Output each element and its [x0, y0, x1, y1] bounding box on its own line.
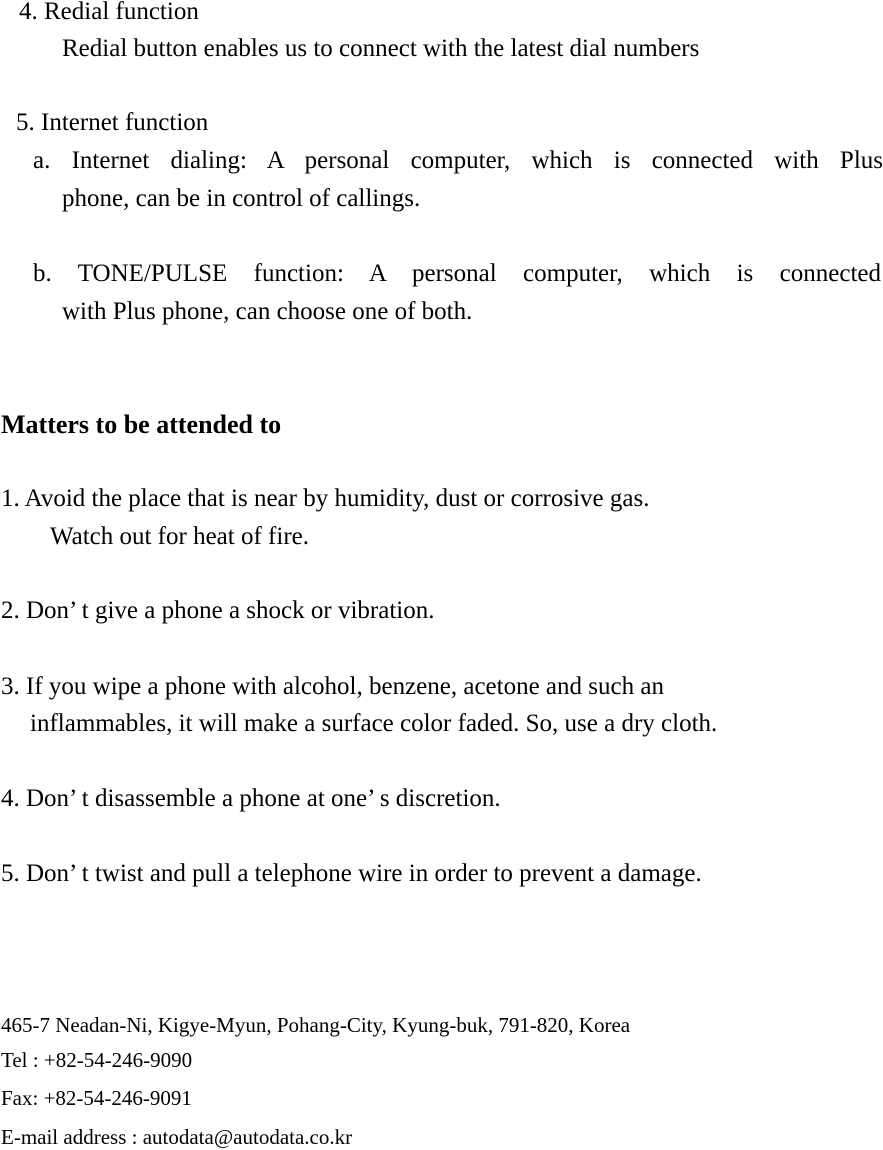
contact-address: 465-7 Neadan-Ni, Kigye-Myun, Pohang-City, Kyung-buk, 791-820, Korea	[1, 1013, 631, 1037]
tone-pulse-line2: with Plus phone, can choose one of both.	[62, 298, 473, 325]
matter-item-1-line2: Watch out for heat of fire.	[50, 523, 309, 550]
tone-pulse-line1: b. TONE/PULSE function: A personal computer, which is connected	[33, 260, 881, 287]
matter-item-5: 5. Don’ t twist and pull a telephone wire in order to prevent a damage.	[1, 860, 702, 887]
internet-dialing-line2: phone, can be in control of callings.	[62, 185, 421, 212]
redial-heading: 4. Redial function	[19, 0, 199, 25]
redial-description: Redial button enables us to connect with the latest dial numbers	[62, 35, 700, 62]
matter-item-4: 4. Don’ t disassemble a phone at one’ s discretion.	[1, 785, 501, 812]
matter-item-1-line1: 1. Avoid the place that is near by humidity, dust or corrosive gas.	[1, 485, 650, 512]
internet-heading: 5. Internet function	[16, 109, 209, 136]
contact-fax: Fax: +82-54-246-9091	[1, 1086, 192, 1110]
matter-item-2: 2. Don’ t give a phone a shock or vibration.	[1, 597, 435, 624]
matter-item-3-line1: 3. If you wipe a phone with alcohol, benzene, acetone and such an	[1, 673, 664, 700]
contact-email: E-mail address : autodata@autodata.co.kr	[1, 1125, 353, 1149]
contact-tel: Tel : +82-54-246-9090	[1, 1048, 193, 1072]
matter-item-3-line2: inflammables, it will make a surface color faded. So, use a dry cloth.	[30, 710, 718, 737]
internet-dialing-line1: a. Internet dialing: A personal computer, which is connected with Plus	[33, 147, 883, 174]
matters-heading: Matters to be attended to	[1, 410, 282, 439]
